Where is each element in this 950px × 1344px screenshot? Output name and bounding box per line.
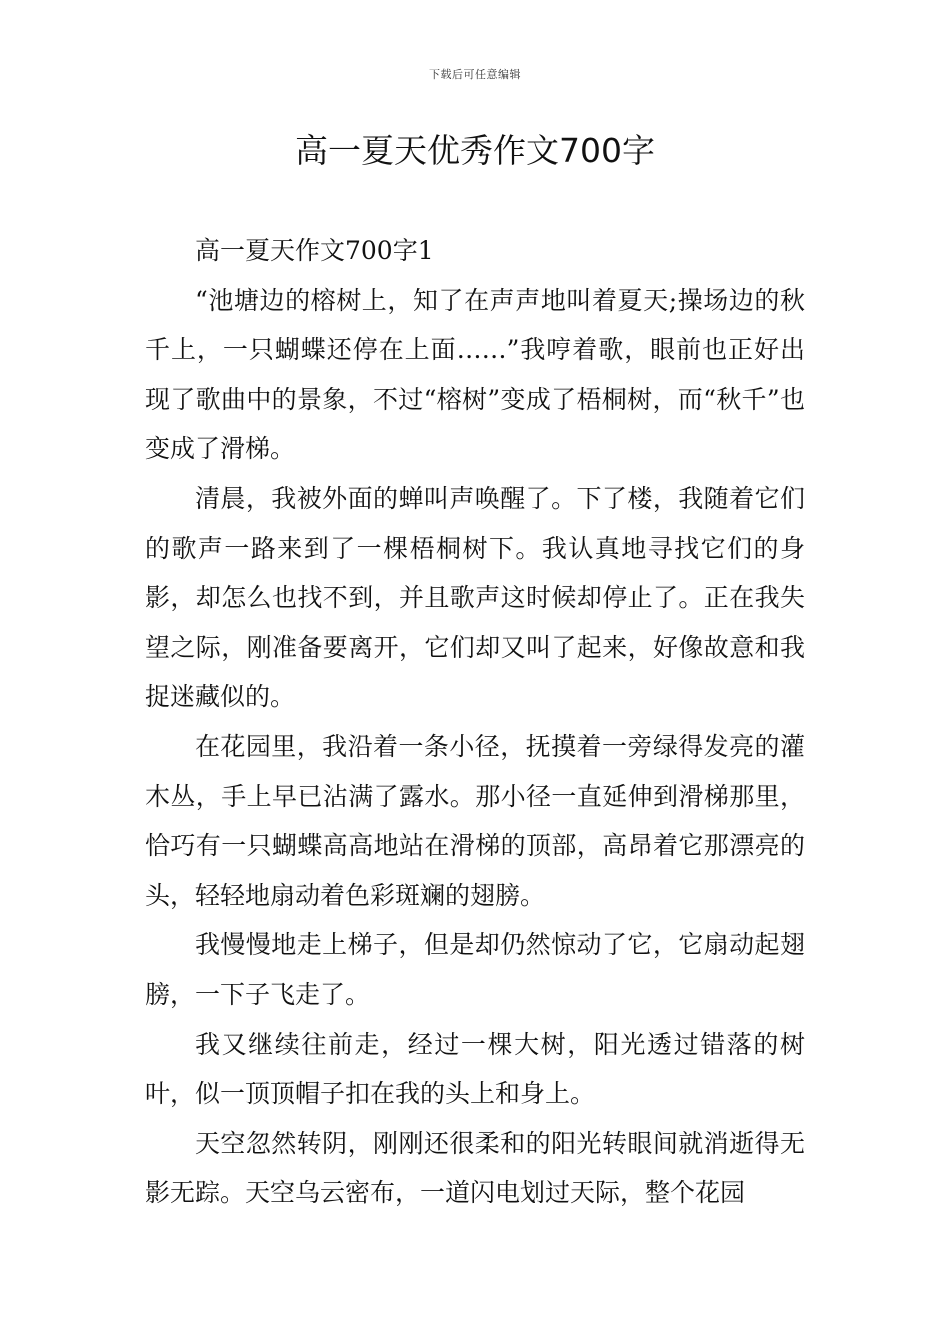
- section-heading: 高一夏天作文700字1: [195, 236, 434, 265]
- paragraph: 我又继续往前走，经过一棵大树，阳光透过错落的树叶，似一顶顶帽子扣在我的头上和身上。: [145, 1029, 805, 1109]
- document-body: [145, 226, 805, 1218]
- paragraph: 我慢慢地走上梯子，但是却仍然惊动了它，它扇动起翅膀，一下子飞走了。: [145, 930, 805, 1009]
- header-note: 下载后可任意编辑: [429, 68, 521, 81]
- document-title: 高一夏天优秀作文700字: [295, 131, 655, 170]
- paragraph: 清晨，我被外面的蝉叫声唤醒了。下了楼，我随着它们的歌声一路来到了一棵梧桐树下。我认真地寻找它们的身影，却怎么也找不到，并且歌声这时候却停止了。正在我失望之际，刚准备要离开，它们却又叫了起来，好像故意和我捉迷藏似的。: [145, 483, 805, 712]
- paragraph: 在花园里，我沿着一条小径，抚摸着一旁绿得发亮的灌木丛，手上早已沾满了露水。那小径一直延伸到滑梯那里，恰巧有一只蝴蝶高高地站在滑梯的顶部，高昂着它那漂亮的头，轻轻地扇动着色彩斑斓的翅膀。: [145, 731, 805, 910]
- paragraph: 天空忽然转阴，刚刚还很柔和的阳光转眼间就消逝得无影无踪。天空乌云密布，一道闪电划过天际，整个花园: [145, 1128, 805, 1208]
- paragraph: “池塘边的榕树上，知了在声声地叫着夏天;操场边的秋千上，一只蝴蝶还停在上面……”我哼着歌，眼前也正好出现了歌曲中的景象，不过“榕树”变成了梧桐树，而“秋千”也变成了滑梯。: [145, 285, 805, 464]
